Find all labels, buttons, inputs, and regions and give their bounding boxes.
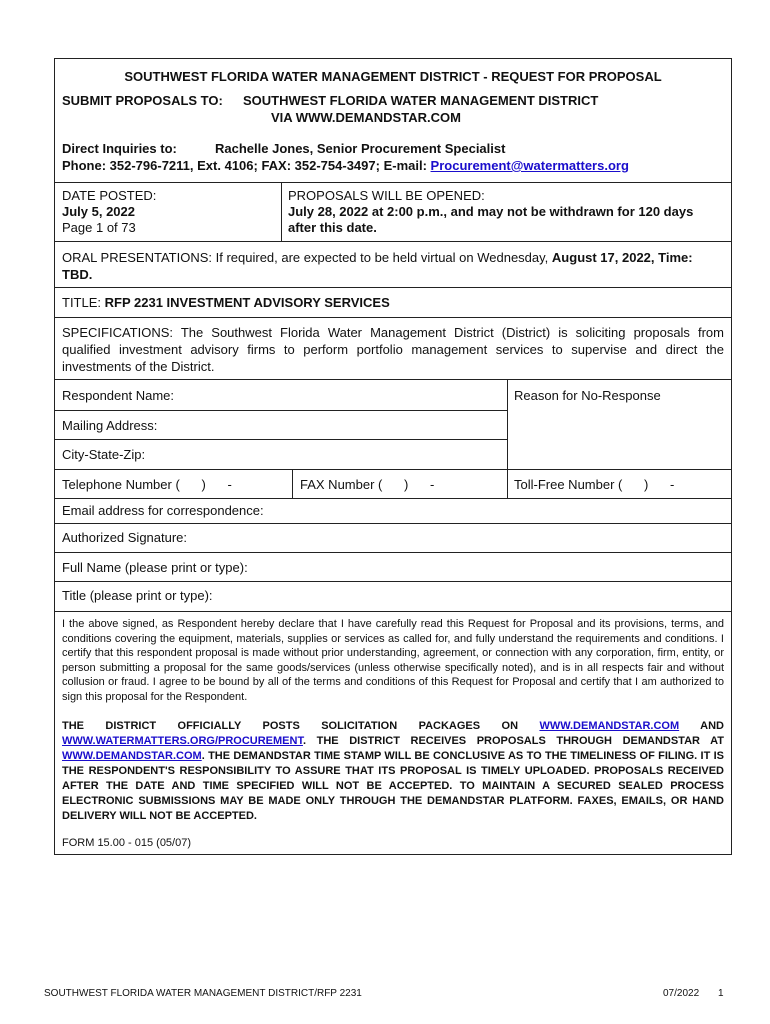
opened-value-1: July 28, 2022 at 2:00 p.m., and may not be withdrawn for 120 days [288,204,694,219]
reason-no-response-field[interactable]: Reason for No-Response [514,388,661,403]
authorized-signature-field[interactable]: Authorized Signature: [62,530,188,545]
dates-section [55,183,731,242]
signature-row [55,524,731,553]
respondent-form [55,380,731,499]
respondent-name-field[interactable]: Respondent Name: [62,388,175,403]
opened-value-2: after this date. [288,220,377,235]
date-posted-label: DATE POSTED: [62,188,157,203]
declaration-text: I the above signed, as Respondent hereby declare that I have carefully read this Request for Proposal and its provisions, terms, and conditions covering the equipment, materials, supplies or services as called for, and fully understand the requirements and conditions. I certify that this respondent proposal is made without prior understanding, agreement, or connection with any corporation, firm, entity, or person submitting a proposal for the same goods/services (unless otherwise specifically noted), and is in all respects fair and without collusion or fraud. I agree to be bound by all of the terms and conditions of this Request for Proposal and certify that I am authorized to sign this proposal for the Respondent. [62,618,724,703]
email-correspondence-field[interactable]: Email address for correspondence: [62,503,264,518]
oral-text: ORAL PRESENTATIONS: If required, are expected to be held virtual on Wednesday, August 17, 2022, Time: TBD. [62,250,693,282]
toll-free-field[interactable]: Toll-Free Number ( ) - [514,477,675,492]
declaration-section [55,612,731,854]
header-section [55,59,731,183]
specifications-section [55,318,731,380]
mailing-address-field[interactable]: Mailing Address: [62,418,158,433]
page-info: Page 1 of 73 [62,220,136,235]
full-name-row [55,553,731,582]
district-notice: THE DISTRICT OFFICIALLY POSTS SOLICITATION PACKAGES ON WWW.DEMANDSTAR.COM AND WWW.WATERMATTERS.ORG/PROCUREMENT. THE DISTRICT RECEIVES PROPOSALS THROUGH DEMANDSTAR AT WWW.DEMANDSTAR.COM. THE DEMANDSTAR TIME STAMP WILL BE CONCLUSIVE AS TO THE TIMELINESS OF FILING. IT IS THE RESPONDENT'S RESPONSIBILITY TO ASSURE THAT ITS PROPOSAL IS TIMELY UPLOADED. PROPOSALS RECEIVED AFTER THE DATE AND TIME SPECIFIED WILL NOT BE ACCEPTED. TO MAINTAIN A SECURED SEALED PROCESS ELECTRONIC SUBMISSIONS MAY BE MADE ONLY THROUGH THE DEMANDSTAR PLATFORM. FAXES, EMAILS, OR HAND DELIVERY WILL NOT BE ACCEPTED. [62,720,724,822]
phone-line [62,158,629,173]
title-label: TITLE: [62,295,102,310]
city-state-zip-field[interactable]: City-State-Zip: [62,447,146,462]
demandstar-link[interactable]: WWW.DEMANDSTAR.COM [539,720,680,732]
form-number: FORM 15.00 - 015 (05/07) [62,837,192,849]
telephone-field[interactable]: Telephone Number ( ) - [62,477,232,492]
opened-label: PROPOSALS WILL BE OPENED: [288,188,485,203]
oral-section [55,242,731,288]
rfp-form [54,58,732,855]
footer-date: 07/2022 [663,988,700,999]
rfp-title: RFP 2231 INVESTMENT ADVISORY SERVICES [104,295,390,310]
demandstar-link-2[interactable]: WWW.DEMANDSTAR.COM [62,750,202,762]
page-title: SOUTHWEST FLORIDA WATER MANAGEMENT DISTRICT - REQUEST FOR PROPOSAL [124,69,662,84]
title-print-field[interactable]: Title (please print or type): [62,588,213,603]
submit-line1: SOUTHWEST FLORIDA WATER MANAGEMENT DISTRICT [243,93,599,108]
specifications-text: SPECIFICATIONS: The Southwest Florida Water Management District (District) is soliciting proposals from qualified investment advisory firms to perform portfolio management services to supervise and direct the investments of the District. [62,325,724,374]
inquiries-label: Direct Inquiries to: [62,141,177,156]
phone-text: Phone: 352-796-7211, Ext. 4106; FAX: 352-754-3497; E-mail: [62,158,427,173]
footer-page-number: 1 [718,988,724,999]
title-section [55,288,731,318]
email-row [55,499,731,524]
watermatters-procurement-link[interactable]: WWW.WATERMATTERS.ORG/PROCUREMENT [62,735,303,747]
date-posted-value: July 5, 2022 [62,204,135,219]
title-print-row [55,582,731,612]
submit-line2: VIA WWW.DEMANDSTAR.COM [271,110,461,125]
full-name-field[interactable]: Full Name (please print or type): [62,560,248,575]
title-line [62,295,390,310]
inquiries-contact: Rachelle Jones, Senior Procurement Specialist [215,141,506,156]
submit-label: SUBMIT PROPOSALS TO: [62,93,223,108]
fax-field[interactable]: FAX Number ( ) - [300,477,435,492]
footer-left: SOUTHWEST FLORIDA WATER MANAGEMENT DISTRICT/RFP 2231 [44,988,362,999]
email-link[interactable]: Procurement@watermatters.org [430,158,629,173]
